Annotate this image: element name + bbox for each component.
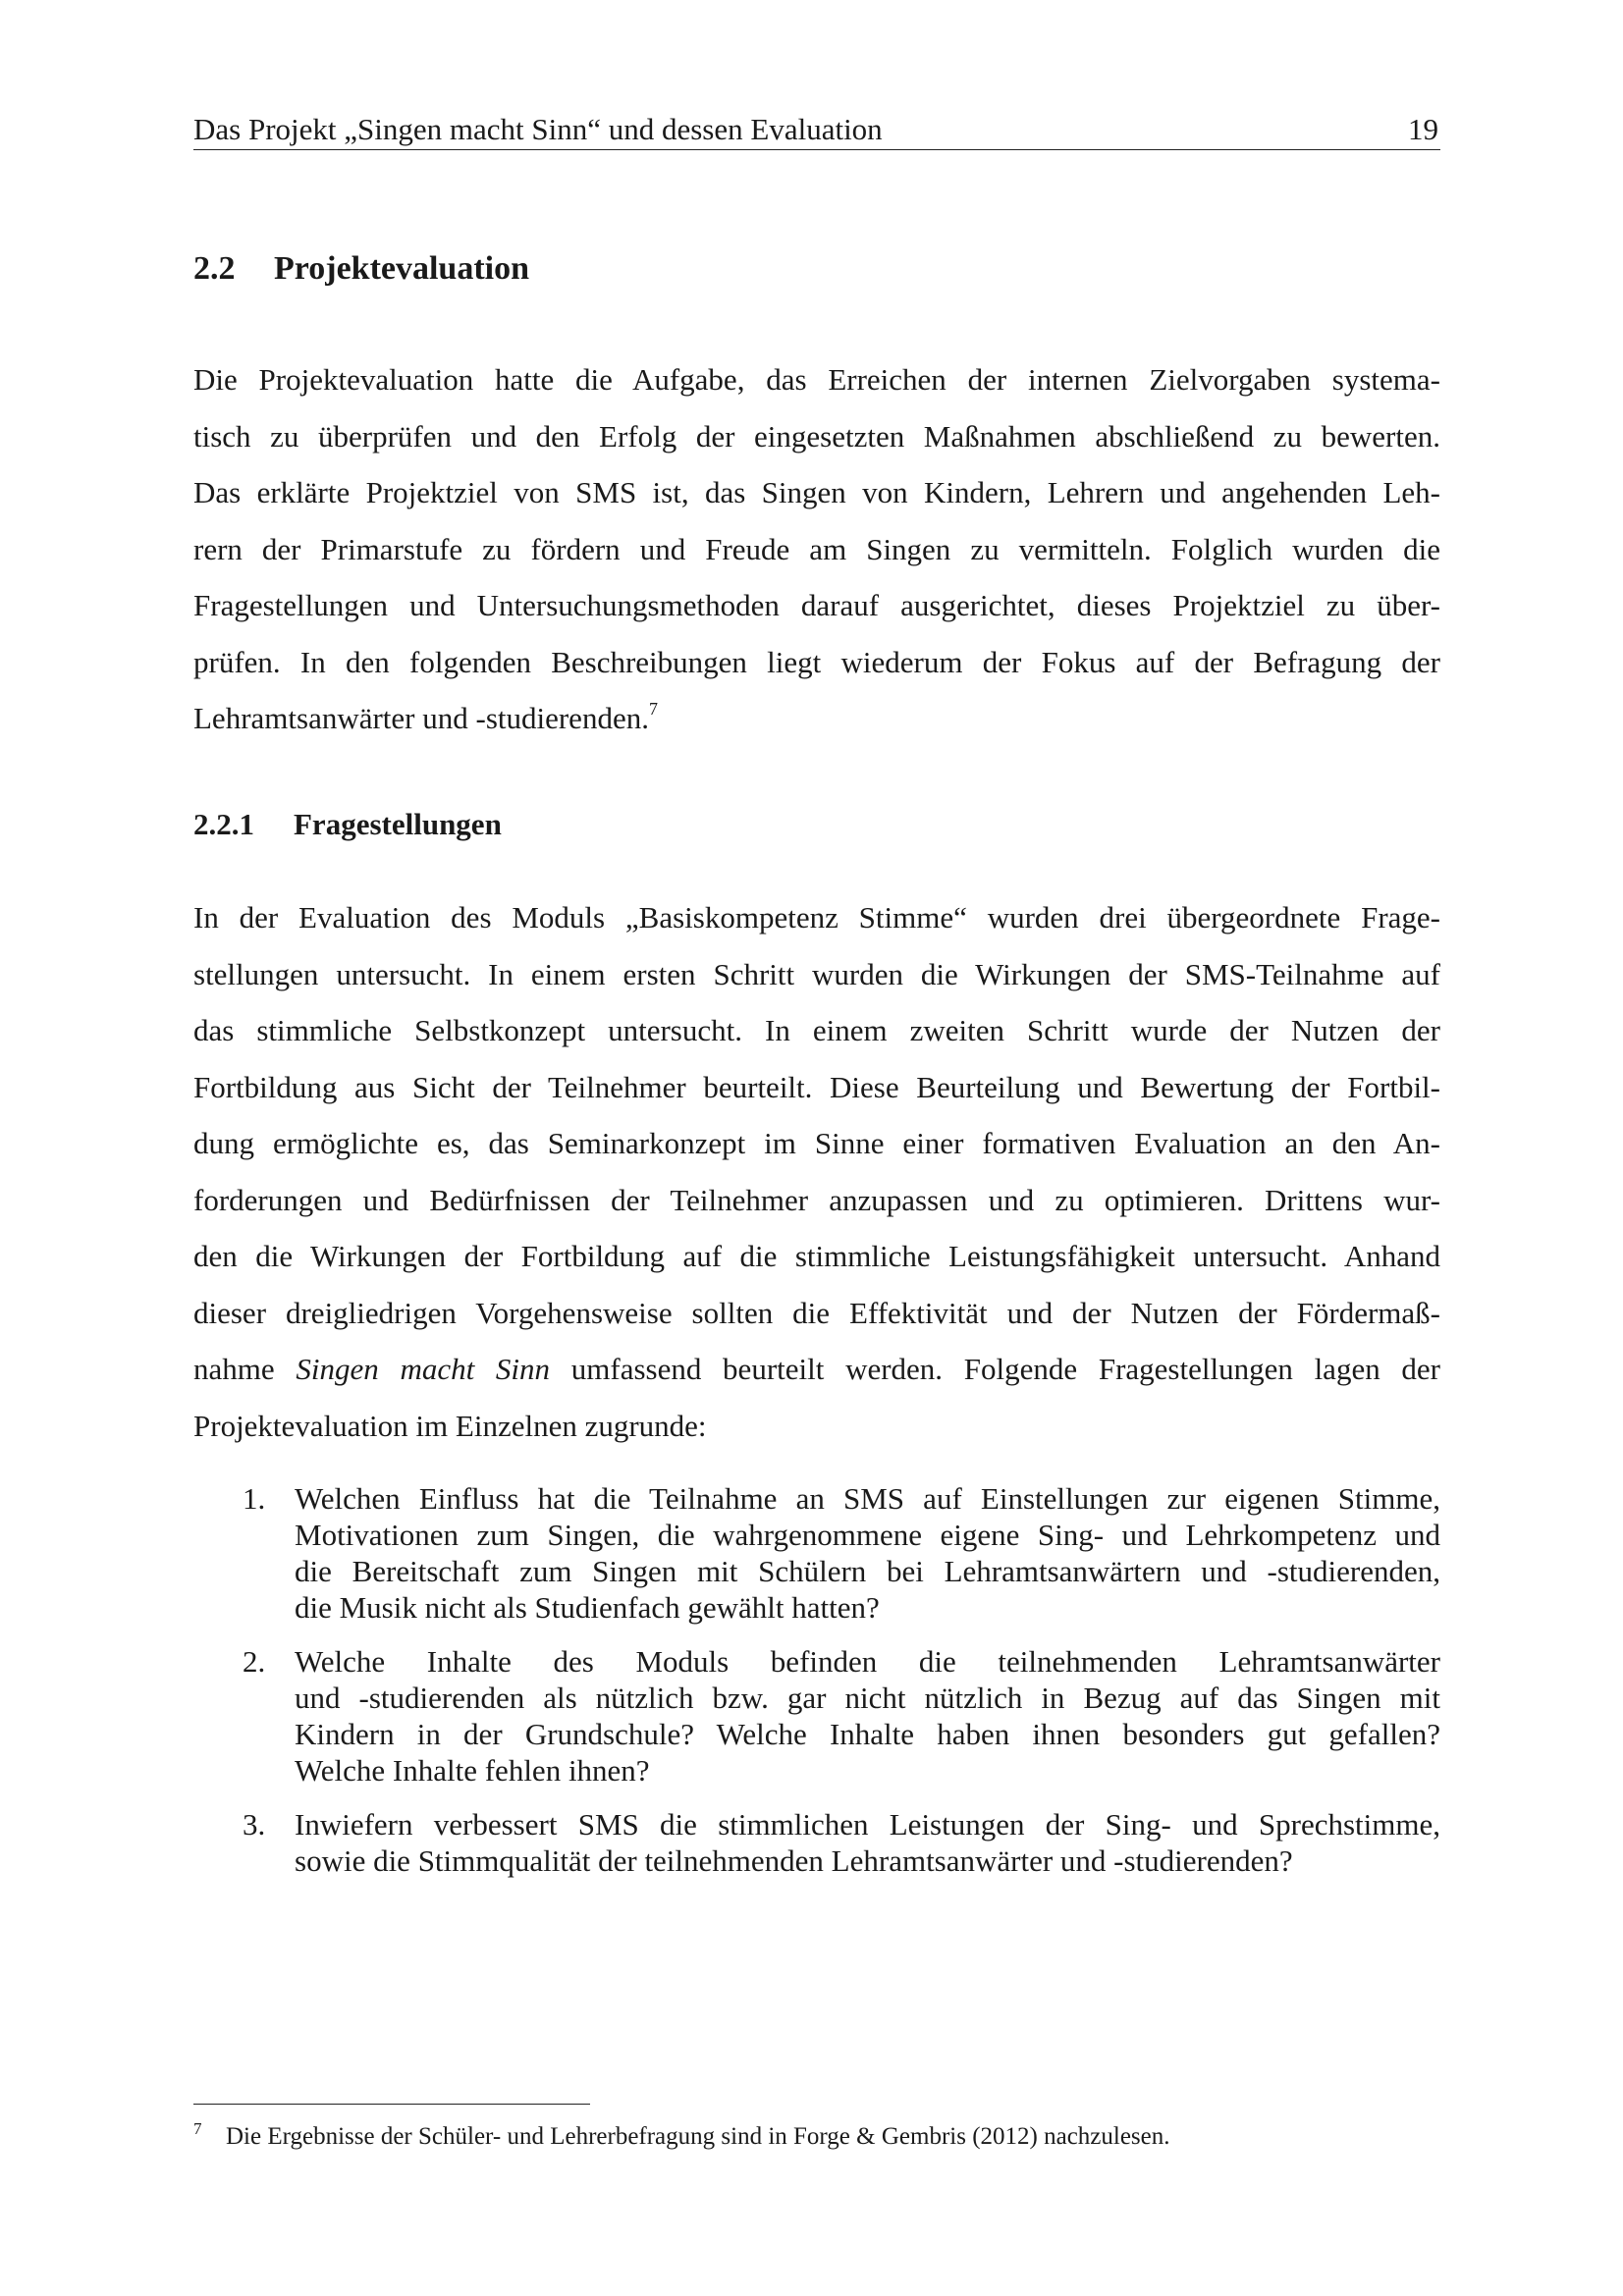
page-number: 19 bbox=[1408, 112, 1438, 146]
running-header bbox=[193, 106, 1440, 150]
question-number: 1. bbox=[243, 1481, 266, 1516]
footnote-text: Die Ergebnisse der Schüler- und Lehrerbefragung sind in Forge & Gembris (2012) nachzulesen. bbox=[226, 2123, 1170, 2150]
paragraph-line: Die Projektevaluation hatte die Aufgabe, das Erreichen der internen Zielvorgaben systema- bbox=[193, 362, 1440, 397]
line-prefix: nahme bbox=[193, 1352, 297, 1386]
subsection-paragraph bbox=[193, 889, 1440, 1454]
footnote-reference[interactable]: 7 bbox=[648, 699, 658, 719]
footnote: 7 Die Ergebnisse der Schüler- und Lehrerbefragung sind in Forge & Gembris (2012) nachzulesen. bbox=[193, 2119, 1170, 2150]
paragraph-line: prüfen. In den folgenden Beschreibungen liegt wiederum der Fokus auf der Befragung der bbox=[193, 644, 1440, 679]
document-page bbox=[193, 0, 1440, 2296]
paragraph-line: tisch zu überprüfen und den Erfolg der eingesetzten Maßnahmen abschließend zu bewerten. bbox=[193, 418, 1440, 454]
question-line: Kindern in der Grundschule? Welche Inhalte haben ihnen besonders gut gefallen? bbox=[295, 1717, 1440, 1751]
paragraph-line: Projektevaluation im Einzelnen zugrunde: bbox=[193, 1408, 707, 1443]
section-title: Projektevaluation bbox=[274, 250, 530, 287]
question-number: 3. bbox=[243, 1807, 266, 1842]
paragraph-line: dung ermöglichte es, das Seminarkonzept im Sinne einer formativen Evaluation an den An- bbox=[193, 1126, 1440, 1160]
running-title: Das Projekt „Singen macht Sinn“ und dessen Evaluation bbox=[193, 112, 883, 146]
question-line: die Musik nicht als Studienfach gewählt hatten? bbox=[295, 1590, 880, 1625]
paragraph-line bbox=[193, 1341, 1440, 1398]
question-item bbox=[193, 1643, 1440, 1789]
line-suffix: umfassend beurteilt werden. Folgende Fragestellungen lagen der bbox=[550, 1352, 1441, 1386]
paragraph-line: den die Wirkungen der Fortbildung auf die stimmliche Leistungsfähigkeit untersucht. Anhand bbox=[193, 1239, 1440, 1273]
paragraph-line: forderungen und Bedürfnissen der Teilnehmer anzupassen und zu optimieren. Drittens wur- bbox=[193, 1182, 1440, 1217]
paragraph-line: dieser dreigliedrigen Vorgehensweise sollten die Effektivität und der Nutzen der Fördermaß- bbox=[193, 1295, 1440, 1330]
question-line: Welche Inhalte fehlen ihnen? bbox=[295, 1753, 650, 1788]
paragraph-line bbox=[193, 690, 1440, 747]
project-name-italic: Singen macht Sinn bbox=[296, 1352, 551, 1386]
question-line: Inwiefern verbessert SMS die stimmlichen Leistungen der Sing- und Sprechstimme, bbox=[295, 1807, 1440, 1842]
question-line: Welchen Einfluss hat die Teilnahme an SMS auf Einstellungen zur eigenen Stimme, bbox=[295, 1481, 1440, 1516]
paragraph-line: stellungen untersucht. In einem ersten Schritt wurden die Wirkungen der SMS-Teilnahme auf bbox=[193, 956, 1440, 991]
subsection-heading bbox=[193, 805, 502, 844]
paragraph-line: Das erklärte Projektziel von SMS ist, das Singen von Kindern, Lehrern und angehenden Leh- bbox=[193, 475, 1440, 509]
question-line: Motivationen zum Singen, die wahrgenommene eigene Sing- und Lehrkompetenz und bbox=[295, 1518, 1440, 1552]
question-line: und -studierenden als nützlich bzw. gar nicht nützlich in Bezug auf das Singen mit bbox=[295, 1681, 1440, 1715]
question-number: 2. bbox=[243, 1644, 266, 1679]
paragraph-line: rern der Primarstufe zu fördern und Freude am Singen zu vermitteln. Folglich wurden die bbox=[193, 531, 1440, 566]
paragraph-line: In der Evaluation des Moduls „Basiskompetenz Stimme“ wurden drei übergeordnete Frage- bbox=[193, 900, 1440, 934]
research-questions-list bbox=[193, 1480, 1440, 1896]
question-line: Welche Inhalte des Moduls befinden die teilnehmenden Lehramtsanwärter bbox=[295, 1644, 1440, 1679]
paragraph-line: Fragestellungen und Untersuchungsmethoden darauf ausgerichtet, dieses Projektziel zu über- bbox=[193, 588, 1440, 622]
footnote-separator bbox=[193, 2104, 590, 2105]
section-number: 2.2 bbox=[193, 250, 236, 287]
paragraph-line: das stimmliche Selbstkonzept untersucht. In einem zweiten Schritt wurde der Nutzen der bbox=[193, 1013, 1440, 1047]
paragraph-line: Fortbildung aus Sicht der Teilnehmer beurteilt. Diese Beurteilung und Bewertung der Fortbil- bbox=[193, 1069, 1440, 1104]
question-line: die Bereitschaft zum Singen mit Schülern bei Lehramtsanwärtern und -studierenden, bbox=[295, 1554, 1440, 1588]
section-heading bbox=[193, 247, 529, 291]
subsection-title: Fragestellungen bbox=[294, 807, 502, 841]
paragraph-last-text: Lehramtsanwärter und -studierenden. bbox=[193, 701, 649, 735]
question-line: sowie die Stimmqualität der teilnehmenden Lehramtsanwärter und -studierenden? bbox=[295, 1843, 1293, 1878]
question-item bbox=[193, 1806, 1440, 1879]
section-paragraph bbox=[193, 351, 1440, 747]
subsection-number: 2.2.1 bbox=[193, 807, 254, 841]
question-item bbox=[193, 1480, 1440, 1626]
